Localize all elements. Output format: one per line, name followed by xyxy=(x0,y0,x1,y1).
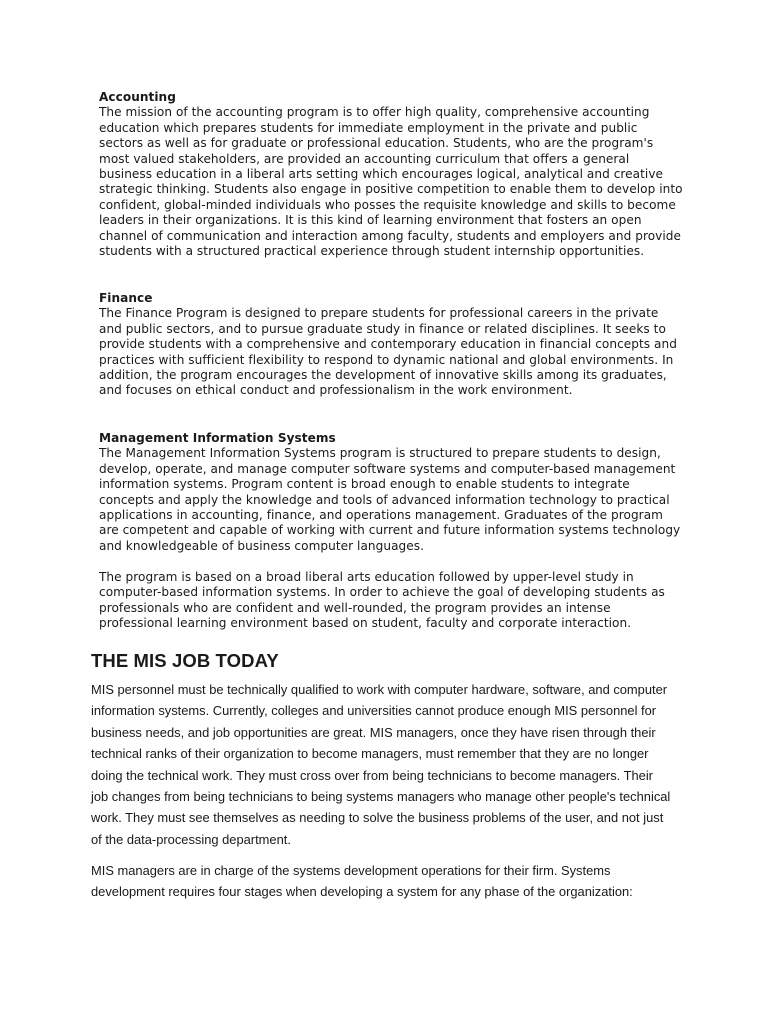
program-section xyxy=(99,570,684,632)
finance-heading: Finance xyxy=(99,291,153,305)
accounting-heading: Accounting xyxy=(99,90,176,104)
accounting-section xyxy=(99,90,684,259)
program-paragraph: The program is based on a broad liberal arts education followed by upper-level study in computer-based information systems. In order to achieve the goal of developing students as professionals who are confident and well-rounded, the program provides an intense professional learning environment based on student, faculty and corporate interaction. xyxy=(99,570,665,631)
mis-job-section xyxy=(91,648,671,900)
mis-paragraph: The Management Information Systems program is structured to prepare students to design, develop, operate, and manage computer software systems and computer-based management information systems. Program content is broad enough to enable students to integrate concepts and apply the knowledge and tools of advanced information technology to practical applications in accounting, finance, and operations management. Graduates of the program are competent and capable of working with current and future information systems technology and knowledgeable of business computer languages. xyxy=(99,446,681,553)
accounting-paragraph: The mission of the accounting program is to offer high quality, comprehensive accounting education which prepares students for immediate employment in the private and public sectors as well as for graduate or professional education. Students, who are the program's most valued stakeholders, are provided an accounting curriculum that offers a general business education in a liberal arts setting which encourages logical, analytical and creative strategic thinking. Students also engage in positive competition to enable them to develop into confident, global-minded individuals who posses the requisite knowledge and skills to become leaders in their organizations. It is this kind of learning environment that fosters an open channel of communication and interaction among faculty, students and employers and provide students with a structured practical experience through student internship opportunities. xyxy=(99,105,683,259)
mis-section xyxy=(99,431,684,554)
finance-section xyxy=(99,291,684,399)
mis-heading: Management Information Systems xyxy=(99,431,336,445)
finance-paragraph: The Finance Program is designed to prepare students for professional careers in the private and public sectors, and to pursue graduate study in finance or related disciplines. It seeks to provide students with a comprehensive and contemporary education in financial concepts and practices with sufficient flexibility to respond to dynamic national and global environments. In addition, the program encourages the development of innovative skills among its graduates, and focuses on ethical conduct and professionalism in the work environment. xyxy=(99,306,677,398)
mis-job-paragraph-2: MIS managers are in charge of the systems development operations for their firm. Systems development requires four stages when developing a system for any phase of the organization: xyxy=(91,863,633,900)
mis-job-paragraph-1: MIS personnel must be technically qualified to work with computer hardware, software, and computer information systems. Currently, colleges and universities cannot produce enough MIS personnel for business needs, and job opportunities are great. MIS managers, once they have risen through their technical ranks of their organization to become managers, must remember that they are no longer doing the technical work. They must cross over from being technicians to become managers. Their job changes from being technicians to being systems managers who manage other people's technical work. They must see themselves as needing to solve the business problems of the user, and not just of the data-processing department. xyxy=(91,682,671,847)
mis-job-heading: THE MIS JOB TODAY xyxy=(91,650,279,671)
